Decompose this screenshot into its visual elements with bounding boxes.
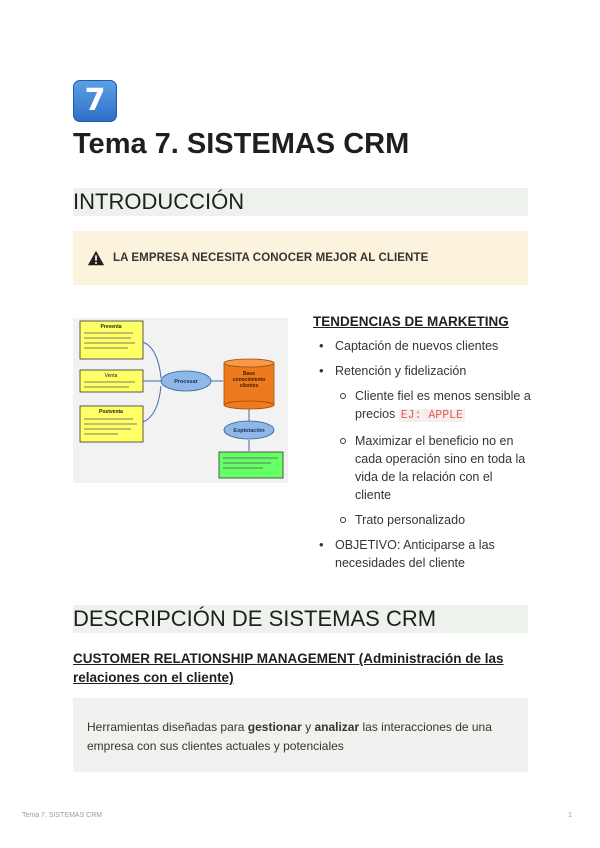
postventa-label: Postventa bbox=[99, 409, 123, 415]
base-label-2: conocimiento bbox=[232, 377, 266, 383]
footer-title: Tema 7. SISTEMAS CRM bbox=[22, 812, 103, 819]
crm-process-diagram bbox=[73, 318, 288, 483]
definition-text bbox=[87, 718, 514, 756]
definition-mid: y bbox=[301, 720, 315, 734]
diagram-box-venta bbox=[80, 370, 143, 392]
tendencias-heading: TENDENCIAS DE MARKETING bbox=[313, 314, 509, 329]
definition-pre: Herramientas diseñadas para bbox=[87, 720, 248, 734]
section-heading-introduccion: INTRODUCCIÓN bbox=[73, 188, 528, 216]
procesar-label: Procesar bbox=[174, 379, 198, 385]
definition-bold-gestionar: gestionar bbox=[247, 720, 302, 734]
tendencias-column bbox=[313, 314, 531, 579]
list-item: • Retención y fidelización bbox=[313, 362, 531, 380]
subheading-part-2: MANAGEMENT (Administración de las relaciones con el cliente) bbox=[73, 651, 504, 685]
page-title: Tema 7. SISTEMAS CRM bbox=[73, 128, 410, 160]
venta-label: Venta bbox=[104, 373, 118, 379]
number-seven-emoji: 7 bbox=[73, 80, 117, 122]
warning-icon bbox=[87, 249, 105, 267]
diagram-box-output bbox=[219, 452, 283, 478]
preventa-label: Preventa bbox=[100, 324, 122, 330]
list-item-sub: Maximizar el beneficio no en cada operación sino en toda la vida de la relación con el cliente bbox=[313, 432, 531, 504]
base-label-1: Base bbox=[243, 371, 255, 377]
list-item-sub bbox=[313, 387, 531, 425]
definition-post: las interacciones de una empresa con sus clientes actuales y potenciales bbox=[87, 720, 492, 753]
diagram-box-postventa bbox=[80, 406, 143, 442]
tendencias-list bbox=[313, 337, 531, 572]
list-item-sub: Trato personalizado bbox=[313, 511, 531, 529]
footer-page-number: 1 bbox=[568, 812, 572, 819]
list-item: • OBJETIVO: Anticiparse a las necesidades del cliente bbox=[313, 536, 531, 572]
crm-subheading bbox=[73, 649, 528, 687]
subheading-part-1: CUSTOMER RELATIONSHIP bbox=[73, 651, 257, 666]
diagram-box-preventa bbox=[80, 321, 143, 359]
warning-callout bbox=[73, 231, 528, 285]
list-item: • Captación de nuevos clientes bbox=[313, 337, 531, 355]
explotacion-label: Explotación bbox=[233, 428, 265, 434]
definition-box bbox=[73, 698, 528, 772]
diagram-node-base-conocimiento bbox=[224, 359, 274, 409]
definition-bold-analizar: analizar bbox=[314, 720, 360, 734]
base-label-3: clientes bbox=[239, 383, 259, 389]
sub-item-text: Cliente fiel es menos sensible a precios bbox=[355, 389, 531, 421]
inline-code: EJ: APPLE bbox=[400, 409, 463, 422]
callout-text: LA EMPRESA NECESITA CONOCER MEJOR AL CLIENTE bbox=[113, 252, 429, 264]
section-heading-descripcion: DESCRIPCIÓN DE SISTEMAS CRM bbox=[73, 605, 528, 633]
